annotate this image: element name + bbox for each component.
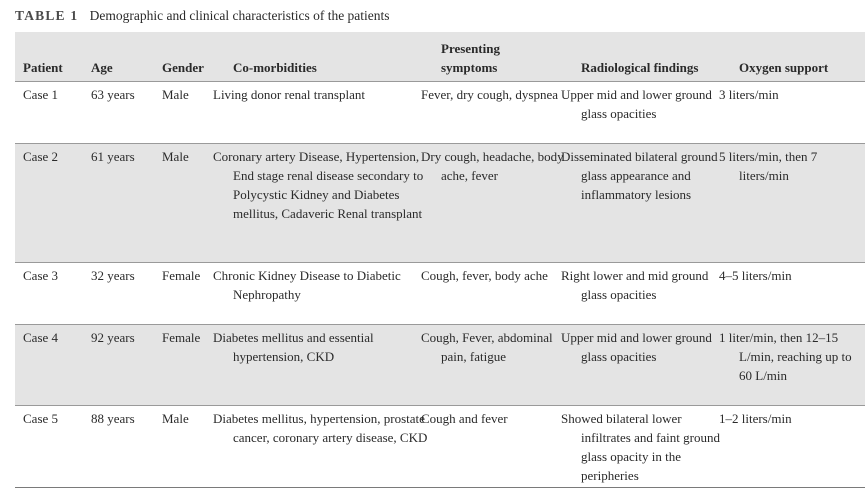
cell-oxygen: 5 liters/min, then 7 liters/min — [731, 144, 865, 263]
cell-patient: Case 5 — [15, 406, 83, 488]
header-patient: Patient — [15, 32, 83, 82]
cell-age: 63 years — [83, 82, 154, 144]
table-title: Demographic and clinical characteristics of the patients — [89, 8, 390, 23]
header-row — [15, 32, 865, 82]
cell-gender: Female — [154, 325, 225, 406]
table-number: TABLE 1 — [15, 8, 79, 23]
header-presenting-line2: symptoms — [441, 60, 498, 75]
cell-age: 32 years — [83, 263, 154, 325]
cell-patient: Case 2 — [15, 144, 83, 263]
header-presenting-line1: Presenting — [441, 41, 500, 56]
cell-radiological: Upper mid and lower ground glass opacities — [573, 325, 731, 406]
header-radiological-findings: Radiological findings — [573, 32, 731, 82]
table-caption — [15, 8, 390, 24]
cell-gender: Female — [154, 263, 225, 325]
cell-oxygen: 1 liter/min, then 12–15 L/min, reaching up to 60 L/min — [731, 325, 865, 406]
header-gender: Gender — [154, 32, 225, 82]
header-comorbidities: Co-morbidities — [225, 32, 433, 82]
cell-comorbidities: Coronary artery Disease, Hypertension, End stage renal disease secondary to Polycystic Kidney and Diabetes mellitus, Cadaveric Renal transplant — [225, 144, 433, 263]
cell-oxygen: 4–5 liters/min — [731, 263, 865, 325]
cell-radiological: Upper mid and lower ground glass opacities — [573, 82, 731, 144]
cell-age: 92 years — [83, 325, 154, 406]
table-row — [15, 406, 865, 488]
cell-radiological: Right lower and mid ground glass opacities — [573, 263, 731, 325]
cell-symptoms: Cough, fever, body ache — [433, 263, 573, 325]
header-age: Age — [83, 32, 154, 82]
table-row — [15, 144, 865, 263]
cell-age: 61 years — [83, 144, 154, 263]
cell-patient: Case 4 — [15, 325, 83, 406]
table-row — [15, 263, 865, 325]
table-row — [15, 325, 865, 406]
cell-gender: Male — [154, 82, 225, 144]
cell-patient: Case 1 — [15, 82, 83, 144]
table-row — [15, 82, 865, 144]
cell-age: 88 years — [83, 406, 154, 488]
cell-radiological: Disseminated bilateral ground glass appearance and inflammatory lesions — [573, 144, 731, 263]
header-presenting-symptoms — [433, 32, 573, 82]
cell-radiological: Showed bilateral lower infiltrates and faint ground glass opacity in the peripheries — [573, 406, 731, 488]
cell-comorbidities: Diabetes mellitus and essential hypertension, CKD — [225, 325, 433, 406]
cell-symptoms: Dry cough, headache, body ache, fever — [433, 144, 573, 263]
patient-characteristics-table — [15, 32, 865, 488]
cell-comorbidities: Diabetes mellitus, hypertension, prostate cancer, coronary artery disease, CKD — [225, 406, 433, 488]
cell-gender: Male — [154, 406, 225, 488]
cell-comorbidities: Chronic Kidney Disease to Diabetic Nephropathy — [225, 263, 433, 325]
cell-oxygen: 3 liters/min — [731, 82, 865, 144]
cell-patient: Case 3 — [15, 263, 83, 325]
header-oxygen-support: Oxygen support — [731, 32, 865, 82]
cell-comorbidities: Living donor renal transplant — [225, 82, 433, 144]
cell-oxygen: 1–2 liters/min — [731, 406, 865, 488]
cell-symptoms: Fever, dry cough, dyspnea — [433, 82, 573, 144]
cell-symptoms: Cough, Fever, abdominal pain, fatigue — [433, 325, 573, 406]
cell-symptoms: Cough and fever — [433, 406, 573, 488]
cell-gender: Male — [154, 144, 225, 263]
